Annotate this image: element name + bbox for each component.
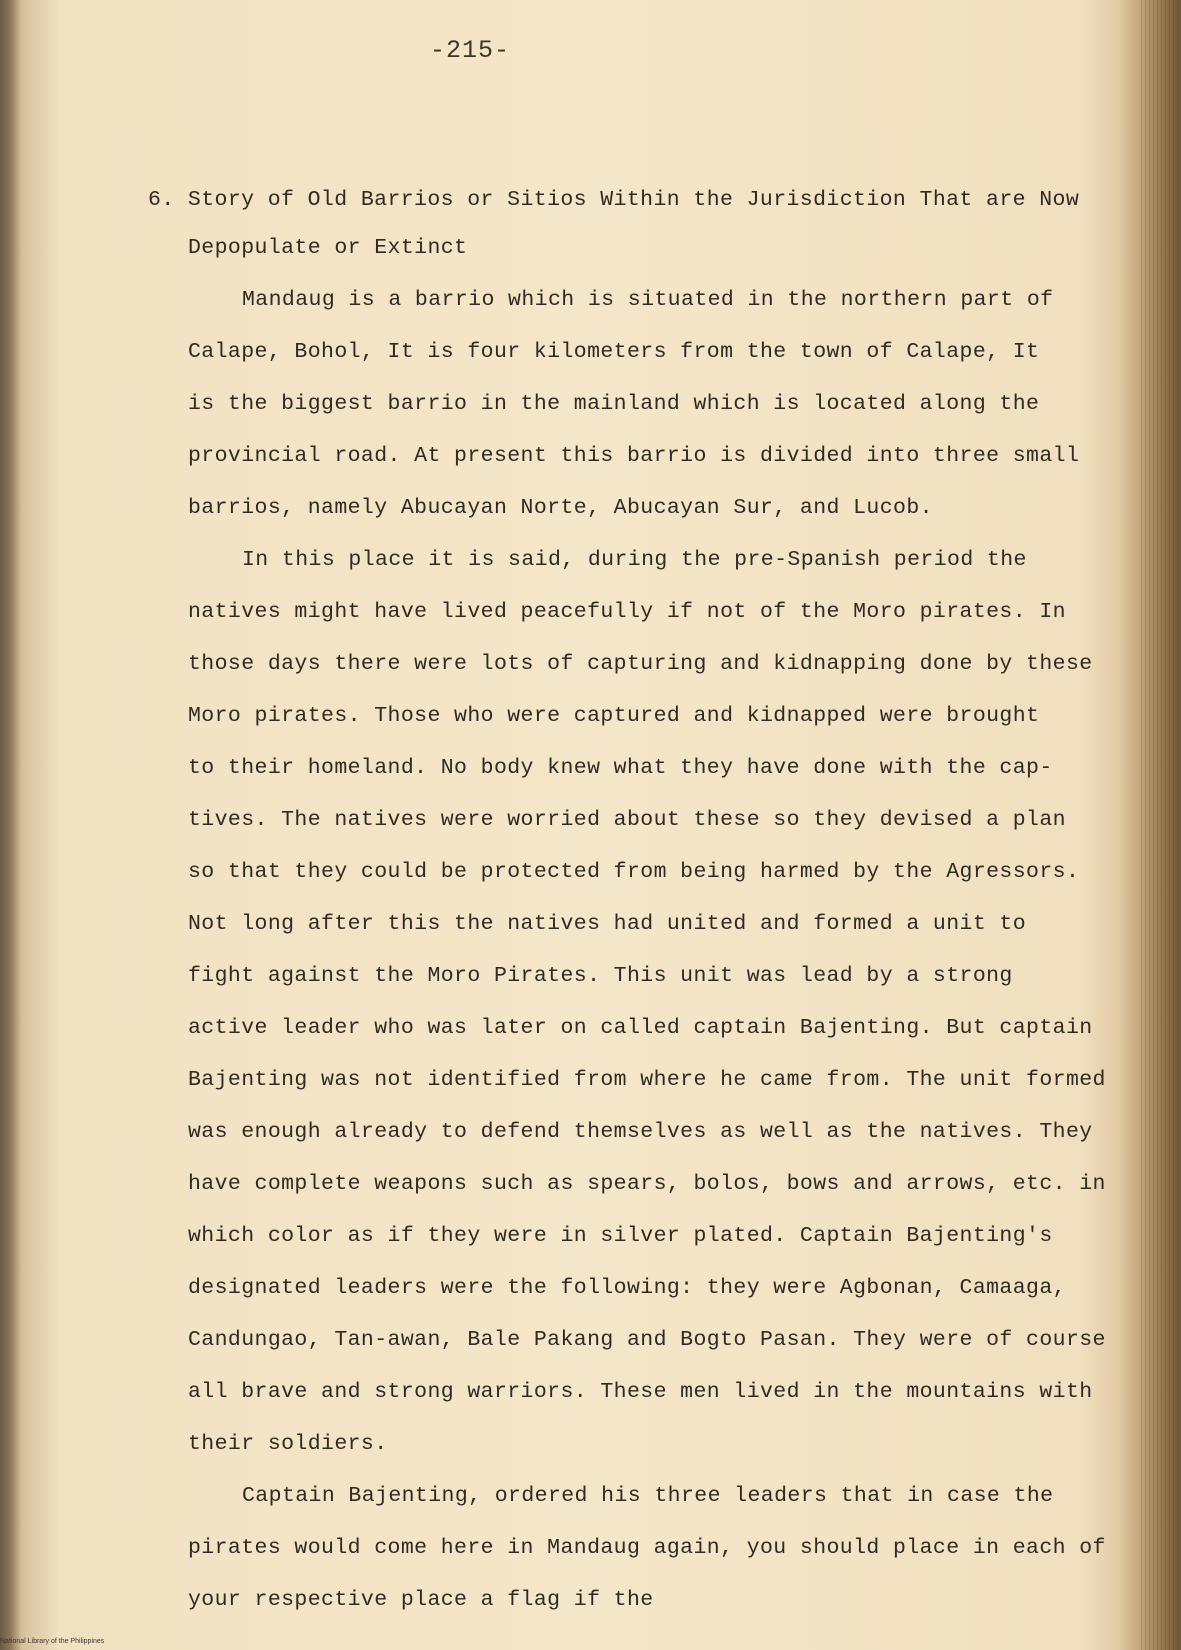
body-line: which color as if they were in silver plated. Captain Bajenting's bbox=[188, 1224, 1053, 1248]
body-line: all brave and strong warriors. These men lived in the mountains with bbox=[188, 1380, 1093, 1404]
body-line: to their homeland. No body knew what they have done with the cap- bbox=[188, 756, 1053, 780]
heading-line: Depopulate or Extinct bbox=[188, 236, 468, 260]
body-line: Mandaug is a barrio which is situated in the northern part of bbox=[242, 288, 1054, 312]
book-page-edges bbox=[1141, 0, 1181, 1650]
body-line: their soldiers. bbox=[188, 1432, 388, 1456]
body-line: is the biggest barrio in the mainland which is located along the bbox=[188, 392, 1040, 416]
body-line: Captain Bajenting, ordered his three leaders that in case the bbox=[242, 1484, 1054, 1508]
body-line: barrios, namely Abucayan Norte, Abucayan Sur, and Lucob. bbox=[188, 496, 933, 520]
body-line: Calape, Bohol, It is four kilometers from the town of Calape, It bbox=[188, 340, 1040, 364]
body-line: tives. The natives were worried about these so they devised a plan bbox=[188, 808, 1066, 832]
page-number: -215- bbox=[430, 36, 511, 65]
body-line: pirates would come here in Mandaug again, you should place in each of bbox=[188, 1536, 1106, 1560]
body-line: was enough already to defend themselves as well as the natives. They bbox=[188, 1120, 1093, 1144]
body-line: Not long after this the natives had united and formed a unit to bbox=[188, 912, 1027, 936]
body-line: natives might have lived peacefully if not of the Moro pirates. In bbox=[188, 600, 1066, 624]
body-line: provincial road. At present this barrio is divided into three small bbox=[188, 444, 1080, 468]
body-line: In this place it is said, during the pre-Spanish period the bbox=[242, 548, 1027, 572]
body-line: active leader who was later on called captain Bajenting. But captain bbox=[188, 1016, 1093, 1040]
body-line: those days there were lots of capturing and kidnapping done by these bbox=[188, 652, 1093, 676]
library-footer: National Library of the Philippines bbox=[0, 1638, 105, 1645]
body-line: have complete weapons such as spears, bolos, bows and arrows, etc. in bbox=[188, 1172, 1106, 1196]
body-line: designated leaders were the following: they were Agbonan, Camaaga, bbox=[188, 1276, 1066, 1300]
body-line: Bajenting was not identified from where he came from. The unit formed bbox=[188, 1068, 1106, 1092]
heading-line: 6. Story of Old Barrios or Sitios Within the Jurisdiction That are Now bbox=[148, 188, 1080, 212]
body-line: Moro pirates. Those who were captured and kidnapped were brought bbox=[188, 704, 1040, 728]
body-line: so that they could be protected from being harmed by the Agressors. bbox=[188, 860, 1080, 884]
body-line: fight against the Moro Pirates. This unit was lead by a strong bbox=[188, 964, 1013, 988]
body-line: your respective place a flag if the bbox=[188, 1588, 654, 1612]
body-line: Candungao, Tan-awan, Bale Pakang and Bogto Pasan. They were of course bbox=[188, 1328, 1106, 1352]
